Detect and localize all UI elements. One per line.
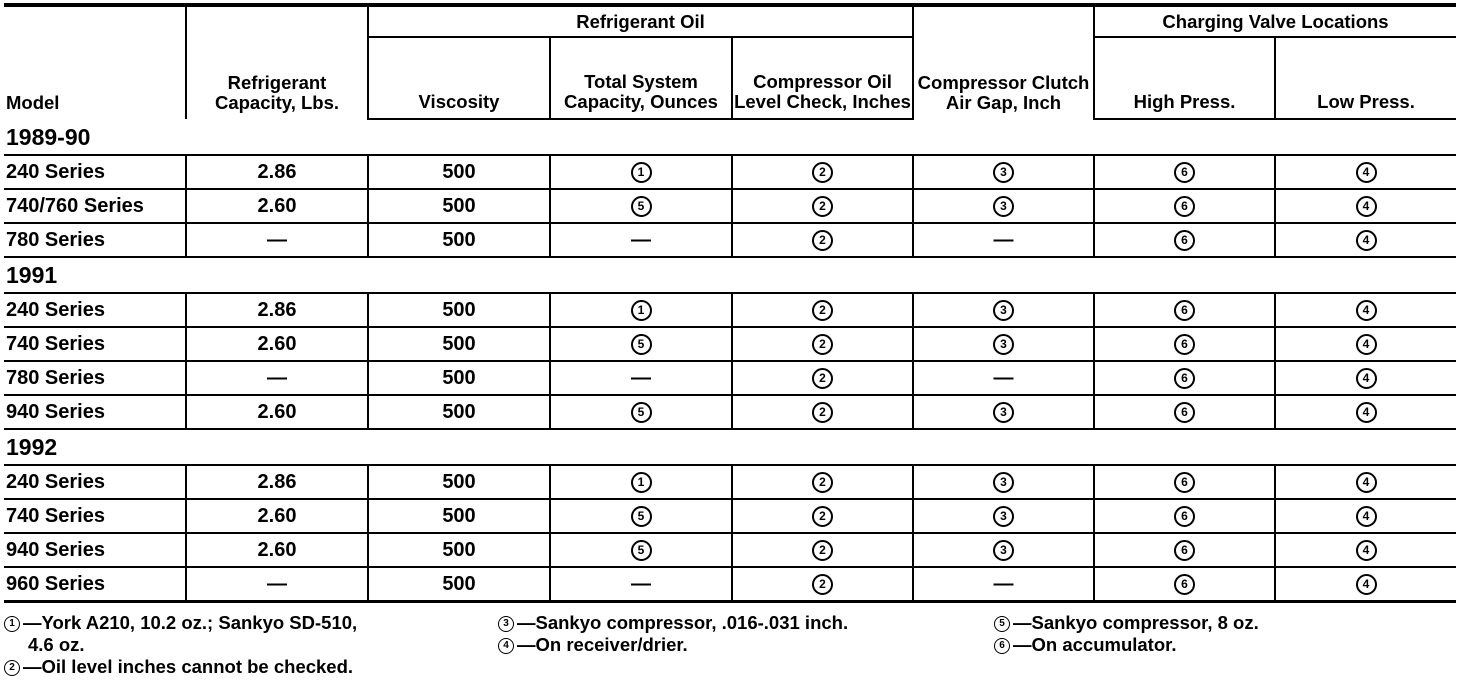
viscosity-cell: 500 bbox=[368, 327, 550, 361]
total-system-capacity-cell: — bbox=[550, 567, 732, 602]
footnote-text: —On accumulator. bbox=[1013, 634, 1177, 655]
table-row bbox=[4, 533, 1456, 567]
footnote-ref-marker: 2 bbox=[812, 402, 833, 423]
viscosity-cell: 500 bbox=[368, 361, 550, 395]
table-row bbox=[4, 155, 1456, 189]
model-cell: 240 Series bbox=[4, 293, 186, 327]
footnote-ref-marker: 3 bbox=[993, 472, 1014, 493]
table-row bbox=[4, 189, 1456, 223]
footnote-text: —York A210, 10.2 oz.; Sankyo SD-510, bbox=[23, 612, 358, 633]
refrigerant-spec-table bbox=[4, 3, 1456, 603]
header-charging-valve-group: Charging Valve Locations bbox=[1094, 5, 1456, 37]
footnote-ref-marker: 3 bbox=[993, 196, 1014, 217]
low-press-cell bbox=[1275, 361, 1456, 395]
table-body bbox=[4, 119, 1456, 602]
footnote-marker: 5 bbox=[994, 616, 1010, 632]
model-cell: 780 Series bbox=[4, 223, 186, 257]
table-row bbox=[4, 395, 1456, 429]
total-system-capacity-cell bbox=[550, 499, 732, 533]
footnote-6 bbox=[994, 634, 1176, 656]
oil-level-check-cell bbox=[732, 533, 913, 567]
footnote-ref-marker: 4 bbox=[1356, 540, 1377, 561]
footnote-ref-marker: 3 bbox=[993, 506, 1014, 527]
footnote-ref-marker: 1 bbox=[631, 162, 652, 183]
oil-level-check-cell bbox=[732, 223, 913, 257]
clutch-air-gap-cell bbox=[913, 395, 1094, 429]
footnote-ref-marker: 2 bbox=[812, 196, 833, 217]
high-press-cell bbox=[1094, 293, 1275, 327]
footnote-text: —Oil level inches cannot be checked. bbox=[23, 656, 354, 677]
footnote-ref-marker: 4 bbox=[1356, 230, 1377, 251]
clutch-air-gap-cell bbox=[913, 465, 1094, 499]
footnote-ref-marker: 4 bbox=[1356, 472, 1377, 493]
low-press-cell bbox=[1275, 155, 1456, 189]
table-row bbox=[4, 465, 1456, 499]
viscosity-cell: 500 bbox=[368, 223, 550, 257]
footnote-ref-marker: 3 bbox=[993, 162, 1014, 183]
oil-level-check-cell bbox=[732, 567, 913, 602]
table-row bbox=[4, 223, 1456, 257]
footnote-marker: 2 bbox=[4, 660, 20, 676]
low-press-cell bbox=[1275, 465, 1456, 499]
footnote-ref-marker: 5 bbox=[631, 334, 652, 355]
oil-level-check-cell bbox=[732, 293, 913, 327]
refrigerant-capacity-cell: 2.86 bbox=[186, 465, 368, 499]
footnote-ref-marker: 3 bbox=[993, 334, 1014, 355]
model-cell: 240 Series bbox=[4, 155, 186, 189]
table-row bbox=[4, 499, 1456, 533]
oil-level-check-cell bbox=[732, 189, 913, 223]
table-row bbox=[4, 293, 1456, 327]
footnote-ref-marker: 2 bbox=[812, 574, 833, 595]
high-press-cell bbox=[1094, 155, 1275, 189]
refrigerant-capacity-cell: 2.60 bbox=[186, 395, 368, 429]
footnote-ref-marker: 6 bbox=[1174, 506, 1195, 527]
viscosity-cell: 500 bbox=[368, 499, 550, 533]
oil-level-check-cell bbox=[732, 155, 913, 189]
footnote-text: —Sankyo compressor, .016-.031 inch. bbox=[517, 612, 849, 633]
footnote-ref-marker: 4 bbox=[1356, 334, 1377, 355]
total-system-capacity-cell bbox=[550, 533, 732, 567]
header-model: Model bbox=[4, 5, 186, 119]
total-system-capacity-cell bbox=[550, 395, 732, 429]
header-total-system-capacity: Total System Capacity, Ounces bbox=[550, 37, 732, 119]
viscosity-cell: 500 bbox=[368, 567, 550, 602]
oil-level-check-cell bbox=[732, 465, 913, 499]
refrigerant-capacity-cell: 2.60 bbox=[186, 533, 368, 567]
model-cell: 740/760 Series bbox=[4, 189, 186, 223]
footnote-ref-marker: 5 bbox=[631, 196, 652, 217]
year-label: 1991 bbox=[4, 257, 1456, 293]
high-press-cell bbox=[1094, 499, 1275, 533]
clutch-air-gap-cell bbox=[913, 499, 1094, 533]
footnote-ref-marker: 1 bbox=[631, 472, 652, 493]
total-system-capacity-cell: — bbox=[550, 223, 732, 257]
oil-level-check-cell bbox=[732, 499, 913, 533]
total-system-capacity-cell bbox=[550, 155, 732, 189]
high-press-cell bbox=[1094, 361, 1275, 395]
footnote-ref-marker: 5 bbox=[631, 506, 652, 527]
footnote-ref-marker: 2 bbox=[812, 472, 833, 493]
viscosity-cell: 500 bbox=[368, 395, 550, 429]
year-row bbox=[4, 257, 1456, 293]
footnote-ref-marker: 6 bbox=[1174, 334, 1195, 355]
clutch-air-gap-cell bbox=[913, 533, 1094, 567]
footnote-3 bbox=[498, 612, 848, 634]
viscosity-cell: 500 bbox=[368, 155, 550, 189]
footnote-ref-marker: 4 bbox=[1356, 300, 1377, 321]
clutch-air-gap-cell bbox=[913, 293, 1094, 327]
low-press-cell bbox=[1275, 327, 1456, 361]
footnote-ref-marker: 6 bbox=[1174, 162, 1195, 183]
table-row bbox=[4, 327, 1456, 361]
header-viscosity: Viscosity bbox=[368, 37, 550, 119]
footnote-ref-marker: 4 bbox=[1356, 196, 1377, 217]
refrigerant-capacity-cell: — bbox=[186, 361, 368, 395]
total-system-capacity-cell bbox=[550, 465, 732, 499]
year-label: 1989-90 bbox=[4, 119, 1456, 155]
model-cell: 780 Series bbox=[4, 361, 186, 395]
footnote-ref-marker: 2 bbox=[812, 162, 833, 183]
low-press-cell bbox=[1275, 533, 1456, 567]
table-row bbox=[4, 361, 1456, 395]
footnote-marker: 6 bbox=[994, 638, 1010, 654]
oil-level-check-cell bbox=[732, 395, 913, 429]
footnote-ref-marker: 5 bbox=[631, 402, 652, 423]
header-compressor-oil-level: Compressor Oil Level Check, Inches bbox=[732, 37, 913, 119]
oil-level-check-cell bbox=[732, 361, 913, 395]
footnote-ref-marker: 4 bbox=[1356, 402, 1377, 423]
refrigerant-capacity-cell: 2.60 bbox=[186, 189, 368, 223]
header-low-press: Low Press. bbox=[1275, 37, 1456, 119]
footnote-ref-marker: 2 bbox=[812, 300, 833, 321]
clutch-air-gap-cell bbox=[913, 327, 1094, 361]
total-system-capacity-cell bbox=[550, 189, 732, 223]
refrigerant-capacity-cell: 2.86 bbox=[186, 293, 368, 327]
high-press-cell bbox=[1094, 567, 1275, 602]
footnote-ref-marker: 2 bbox=[812, 506, 833, 527]
high-press-cell bbox=[1094, 533, 1275, 567]
spec-table-container bbox=[4, 3, 1456, 603]
refrigerant-capacity-cell: 2.60 bbox=[186, 327, 368, 361]
footnote-4 bbox=[498, 634, 688, 656]
header-refrigerant-oil-group: Refrigerant Oil bbox=[368, 5, 913, 37]
footnote-continuation: 4.6 oz. bbox=[28, 634, 85, 655]
footnote-text: —Sankyo compressor, 8 oz. bbox=[1013, 612, 1259, 633]
footnote-ref-marker: 4 bbox=[1356, 506, 1377, 527]
year-row bbox=[4, 119, 1456, 155]
refrigerant-capacity-cell: 2.60 bbox=[186, 499, 368, 533]
model-cell: 940 Series bbox=[4, 395, 186, 429]
footnote-marker: 1 bbox=[4, 616, 20, 632]
refrigerant-capacity-cell: — bbox=[186, 567, 368, 602]
header-high-press: High Press. bbox=[1094, 37, 1275, 119]
footnote-ref-marker: 4 bbox=[1356, 574, 1377, 595]
viscosity-cell: 500 bbox=[368, 533, 550, 567]
footnote-ref-marker: 6 bbox=[1174, 196, 1195, 217]
table-row bbox=[4, 567, 1456, 602]
footnote-ref-marker: 4 bbox=[1356, 162, 1377, 183]
footnote-ref-marker: 4 bbox=[1356, 368, 1377, 389]
footnote-ref-marker: 2 bbox=[812, 368, 833, 389]
footnote-ref-marker: 2 bbox=[812, 334, 833, 355]
footnote-ref-marker: 3 bbox=[993, 402, 1014, 423]
high-press-cell bbox=[1094, 327, 1275, 361]
footnote-ref-marker: 2 bbox=[812, 230, 833, 251]
footnote-ref-marker: 2 bbox=[812, 540, 833, 561]
clutch-air-gap-cell: — bbox=[913, 223, 1094, 257]
low-press-cell bbox=[1275, 223, 1456, 257]
low-press-cell bbox=[1275, 499, 1456, 533]
oil-level-check-cell bbox=[732, 327, 913, 361]
model-cell: 940 Series bbox=[4, 533, 186, 567]
footnote-ref-marker: 6 bbox=[1174, 300, 1195, 321]
high-press-cell bbox=[1094, 395, 1275, 429]
footnote-ref-marker: 6 bbox=[1174, 574, 1195, 595]
header-clutch-air-gap: Compressor Clutch Air Gap, Inch bbox=[913, 5, 1094, 119]
model-cell: 960 Series bbox=[4, 567, 186, 602]
model-cell: 240 Series bbox=[4, 465, 186, 499]
footnote-ref-marker: 6 bbox=[1174, 402, 1195, 423]
clutch-air-gap-cell: — bbox=[913, 361, 1094, 395]
footnote-text: —On receiver/drier. bbox=[517, 634, 688, 655]
clutch-air-gap-cell bbox=[913, 189, 1094, 223]
low-press-cell bbox=[1275, 293, 1456, 327]
total-system-capacity-cell bbox=[550, 327, 732, 361]
footnote-ref-marker: 3 bbox=[993, 540, 1014, 561]
refrigerant-capacity-cell: 2.86 bbox=[186, 155, 368, 189]
model-cell: 740 Series bbox=[4, 327, 186, 361]
total-system-capacity-cell bbox=[550, 293, 732, 327]
viscosity-cell: 500 bbox=[368, 293, 550, 327]
footnote-ref-marker: 6 bbox=[1174, 540, 1195, 561]
high-press-cell bbox=[1094, 189, 1275, 223]
footnote-ref-marker: 6 bbox=[1174, 230, 1195, 251]
footnote-ref-marker: 1 bbox=[631, 300, 652, 321]
viscosity-cell: 500 bbox=[368, 465, 550, 499]
high-press-cell bbox=[1094, 465, 1275, 499]
footnote-ref-marker: 6 bbox=[1174, 368, 1195, 389]
low-press-cell bbox=[1275, 567, 1456, 602]
footnote-ref-marker: 5 bbox=[631, 540, 652, 561]
clutch-air-gap-cell bbox=[913, 155, 1094, 189]
footnote-5 bbox=[994, 612, 1259, 634]
footnote-marker: 4 bbox=[498, 638, 514, 654]
total-system-capacity-cell: — bbox=[550, 361, 732, 395]
footnote-1 bbox=[4, 612, 357, 656]
footnote-marker: 3 bbox=[498, 616, 514, 632]
clutch-air-gap-cell: — bbox=[913, 567, 1094, 602]
footnote-ref-marker: 6 bbox=[1174, 472, 1195, 493]
viscosity-cell: 500 bbox=[368, 189, 550, 223]
footnote-ref-marker: 3 bbox=[993, 300, 1014, 321]
low-press-cell bbox=[1275, 189, 1456, 223]
high-press-cell bbox=[1094, 223, 1275, 257]
year-row bbox=[4, 429, 1456, 465]
year-label: 1992 bbox=[4, 429, 1456, 465]
refrigerant-capacity-cell: — bbox=[186, 223, 368, 257]
model-cell: 740 Series bbox=[4, 499, 186, 533]
header-refrigerant-capacity: Refrigerant Capacity, Lbs. bbox=[186, 5, 368, 119]
low-press-cell bbox=[1275, 395, 1456, 429]
footnote-2 bbox=[4, 656, 353, 678]
